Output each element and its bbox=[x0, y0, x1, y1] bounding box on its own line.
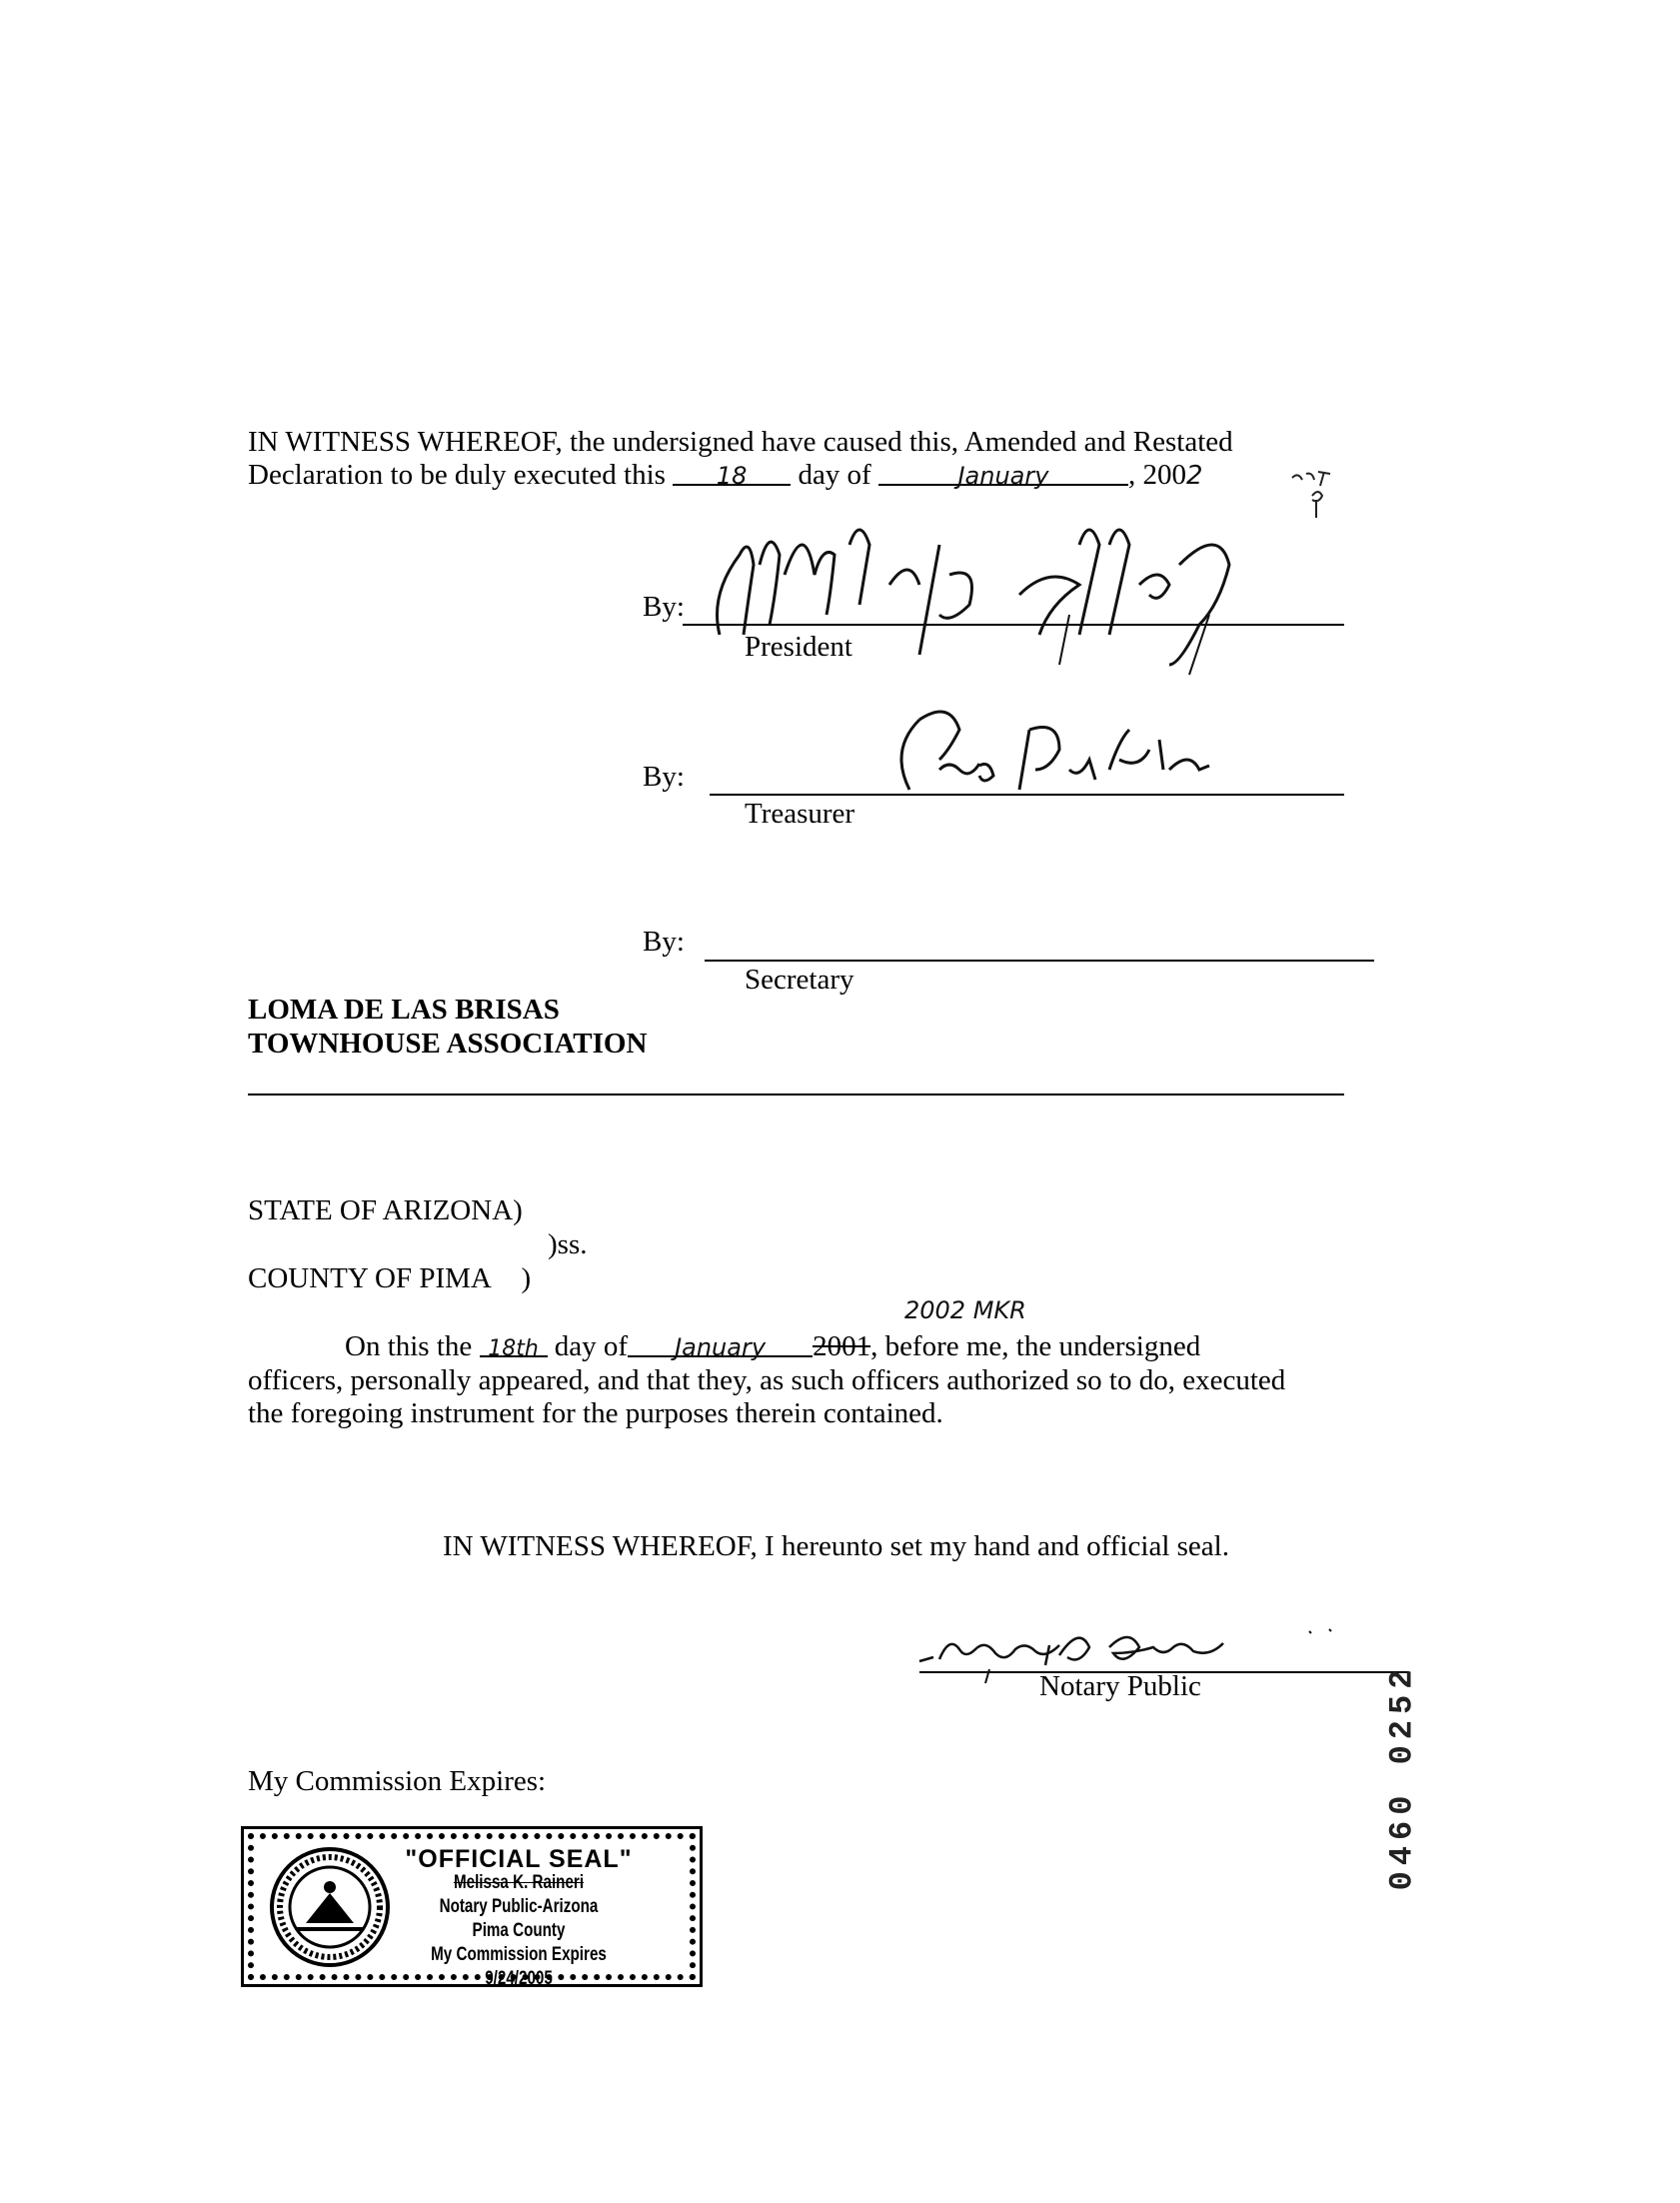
association-name-line1: LOMA DE LAS BRISAS bbox=[248, 994, 560, 1026]
by-label-president: By: bbox=[643, 591, 685, 623]
seal-notary-name: Melissa K. Raineri bbox=[453, 1872, 585, 1893]
seal-line-3: Pima County bbox=[472, 1920, 566, 1941]
ack-month-value: January bbox=[675, 1333, 767, 1361]
state-line: STATE OF ARIZONA) bbox=[248, 1194, 523, 1226]
county-line bbox=[248, 1261, 531, 1295]
commission-expires-label: My Commission Expires: bbox=[248, 1765, 547, 1797]
ack-day-blank bbox=[480, 1329, 548, 1361]
seal-line-2: Notary Public-Arizona bbox=[439, 1896, 599, 1917]
witness-clause-line2 bbox=[248, 458, 1203, 493]
margin-recording-number bbox=[1382, 1597, 1422, 1957]
county-label: COUNTY OF PIMA bbox=[248, 1262, 491, 1294]
day-blank bbox=[673, 458, 791, 490]
notary-title: Notary Public bbox=[1039, 1670, 1201, 1702]
ack-day-value: 18th bbox=[488, 1336, 539, 1361]
day-of-label: day of bbox=[798, 459, 871, 491]
ack-line1-suffix: , before me, the undersigned bbox=[870, 1330, 1201, 1362]
county-paren: ) bbox=[521, 1262, 532, 1294]
ack-month-blank bbox=[628, 1329, 813, 1361]
association-name-line2: TOWNHOUSE ASSOCIATION bbox=[248, 1028, 648, 1060]
secretary-title: Secretary bbox=[745, 964, 854, 996]
year-correction: 2002 MKR bbox=[904, 1296, 1026, 1324]
witness-clause-line1: IN WITNESS WHEREOF, the undersigned have caused this, Amended and Restated bbox=[248, 426, 1233, 458]
secretary-signature-line bbox=[705, 960, 1374, 962]
acknowledgment-line3: the foregoing instrument for the purposes therein contained. bbox=[248, 1397, 943, 1429]
witness-clause-line2-prefix: Declaration to be duly executed this bbox=[248, 459, 666, 491]
acknowledgment-line1 bbox=[345, 1329, 1200, 1363]
association-underline bbox=[248, 1094, 1344, 1096]
official-seal-stamp bbox=[241, 1826, 703, 1987]
seal-clause: IN WITNESS WHEREOF, I hereunto set my hand and official seal. bbox=[443, 1530, 1229, 1562]
by-label-secretary: By: bbox=[643, 926, 685, 958]
ack-day-of: day of bbox=[554, 1330, 629, 1362]
ss-marker: )ss. bbox=[548, 1228, 588, 1260]
initials-mark bbox=[1284, 470, 1344, 530]
month-blank bbox=[878, 458, 1128, 490]
by-label-treasurer: By: bbox=[643, 761, 685, 793]
seal-text-block bbox=[374, 1847, 664, 1991]
month-value: January bbox=[957, 462, 1049, 490]
seal-line-4: My Commission Expires 9/24/2005 bbox=[431, 1944, 607, 1989]
day-value: 18 bbox=[716, 462, 748, 490]
ack-year-struck: 2001 bbox=[813, 1330, 871, 1362]
seal-title: "OFFICIAL SEAL" bbox=[405, 1845, 633, 1873]
acknowledgment-line2: officers, personally appeared, and that they, as such officers authorized so to do, executed bbox=[248, 1364, 1286, 1396]
year-prefix: , 200 bbox=[1127, 459, 1186, 491]
treasurer-title: Treasurer bbox=[745, 798, 855, 830]
year-suffix: 2 bbox=[1185, 461, 1203, 491]
president-title: President bbox=[745, 631, 852, 663]
treasurer-signature bbox=[879, 700, 1239, 810]
ack-prefix: On this the bbox=[345, 1330, 473, 1362]
margin-recording-number-text: 0460 0252 bbox=[1383, 1663, 1421, 1891]
